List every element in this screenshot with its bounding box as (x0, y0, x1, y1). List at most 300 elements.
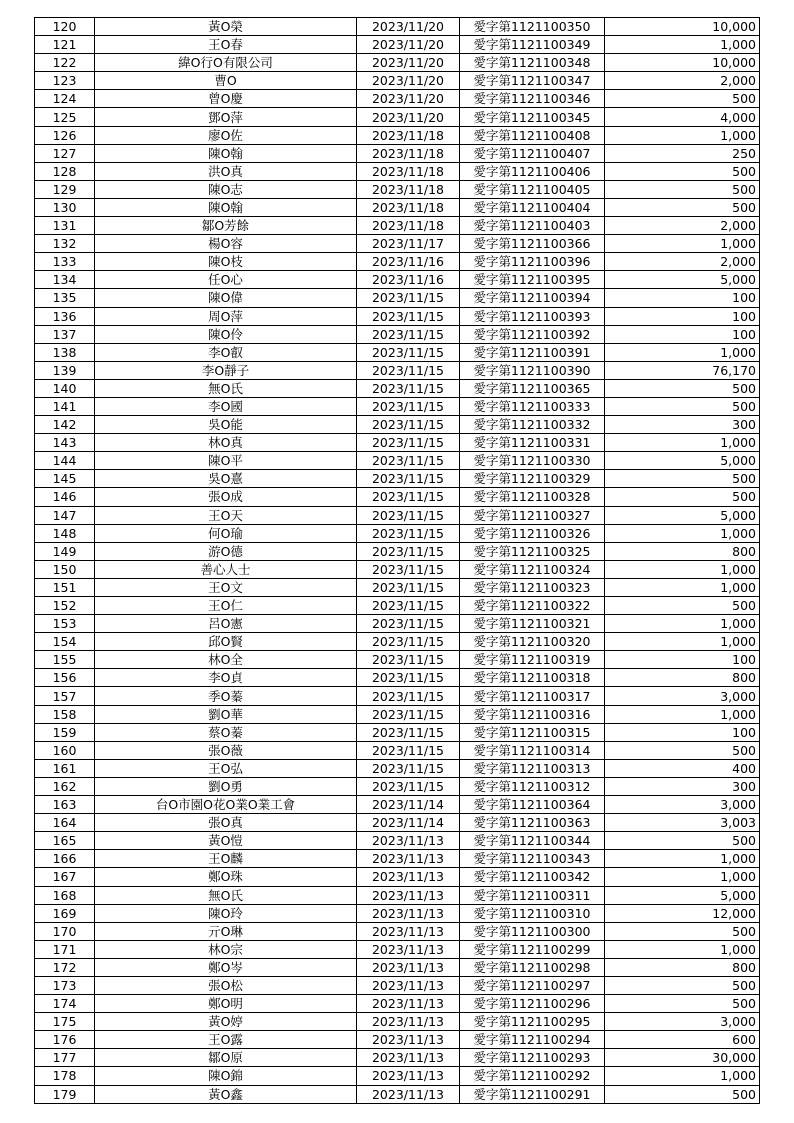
donation-amount: 1,000 (605, 126, 760, 144)
table-row (35, 633, 760, 651)
receipt-number: 愛字第1121100324 (460, 560, 605, 578)
row-number: 161 (35, 759, 95, 777)
donation-amount: 4,000 (605, 108, 760, 126)
receipt-number: 愛字第1121100405 (460, 180, 605, 198)
donor-name: 陳O枝 (95, 253, 357, 271)
row-number: 126 (35, 126, 95, 144)
donation-date: 2023/11/17 (357, 235, 460, 253)
donor-name: 鄒O原 (95, 1049, 357, 1067)
donation-amount: 1,000 (605, 1067, 760, 1085)
donor-name: 鄭O岑 (95, 958, 357, 976)
row-number: 169 (35, 904, 95, 922)
receipt-number: 愛字第1121100365 (460, 379, 605, 397)
donation-amount: 1,000 (605, 633, 760, 651)
row-number: 145 (35, 470, 95, 488)
receipt-number: 愛字第1121100364 (460, 796, 605, 814)
table-row (35, 832, 760, 850)
donor-name: 游O德 (95, 542, 357, 560)
table-row (35, 506, 760, 524)
receipt-number: 愛字第1121100323 (460, 578, 605, 596)
donation-date: 2023/11/13 (357, 940, 460, 958)
donor-name: 陳O翰 (95, 144, 357, 162)
donation-date: 2023/11/15 (357, 343, 460, 361)
donation-amount: 500 (605, 741, 760, 759)
donor-name: 張O薇 (95, 741, 357, 759)
receipt-number: 愛字第1121100327 (460, 506, 605, 524)
table-row (35, 1013, 760, 1031)
donation-amount: 12,000 (605, 904, 760, 922)
donation-amount: 1,000 (605, 615, 760, 633)
table-row (35, 54, 760, 72)
row-number: 121 (35, 36, 95, 54)
receipt-number: 愛字第1121100330 (460, 452, 605, 470)
receipt-number: 愛字第1121100293 (460, 1049, 605, 1067)
donor-name: 王O露 (95, 1031, 357, 1049)
donation-amount: 500 (605, 198, 760, 216)
donation-date: 2023/11/20 (357, 108, 460, 126)
receipt-number: 愛字第1121100292 (460, 1067, 605, 1085)
row-number: 171 (35, 940, 95, 958)
row-number: 120 (35, 18, 95, 36)
donation-amount: 500 (605, 995, 760, 1013)
donation-date: 2023/11/18 (357, 126, 460, 144)
donation-table-body (35, 18, 760, 1104)
table-row (35, 669, 760, 687)
donation-amount: 100 (605, 651, 760, 669)
donation-amount: 400 (605, 759, 760, 777)
table-row (35, 416, 760, 434)
row-number: 175 (35, 1013, 95, 1031)
donation-amount: 100 (605, 307, 760, 325)
row-number: 129 (35, 180, 95, 198)
donor-name: 王O麟 (95, 850, 357, 868)
donor-name: 吳O憙 (95, 470, 357, 488)
row-number: 156 (35, 669, 95, 687)
donor-name: 無O氏 (95, 886, 357, 904)
donor-name: 李O靜子 (95, 361, 357, 379)
receipt-number: 愛字第1121100331 (460, 434, 605, 452)
receipt-number: 愛字第1121100346 (460, 90, 605, 108)
donation-date: 2023/11/13 (357, 976, 460, 994)
donation-amount: 800 (605, 542, 760, 560)
donation-date: 2023/11/15 (357, 416, 460, 434)
row-number: 124 (35, 90, 95, 108)
table-row (35, 452, 760, 470)
receipt-number: 愛字第1121100394 (460, 289, 605, 307)
donation-amount: 500 (605, 832, 760, 850)
receipt-number: 愛字第1121100391 (460, 343, 605, 361)
donation-amount: 100 (605, 289, 760, 307)
donation-date: 2023/11/15 (357, 777, 460, 795)
row-number: 170 (35, 922, 95, 940)
donation-date: 2023/11/13 (357, 1031, 460, 1049)
table-row (35, 741, 760, 759)
table-row (35, 18, 760, 36)
row-number: 166 (35, 850, 95, 868)
donation-date: 2023/11/13 (357, 922, 460, 940)
donor-name: 王O文 (95, 578, 357, 596)
donation-date: 2023/11/15 (357, 379, 460, 397)
donation-amount: 1,000 (605, 235, 760, 253)
table-row (35, 542, 760, 560)
receipt-number: 愛字第1121100329 (460, 470, 605, 488)
donation-amount: 1,000 (605, 560, 760, 578)
receipt-number: 愛字第1121100333 (460, 397, 605, 415)
row-number: 154 (35, 633, 95, 651)
donation-date: 2023/11/15 (357, 759, 460, 777)
donation-date: 2023/11/13 (357, 868, 460, 886)
table-row (35, 1031, 760, 1049)
donor-name: 黃O婷 (95, 1013, 357, 1031)
row-number: 148 (35, 524, 95, 542)
donation-amount: 1,000 (605, 940, 760, 958)
receipt-number: 愛字第1121100299 (460, 940, 605, 958)
donation-date: 2023/11/15 (357, 452, 460, 470)
row-number: 135 (35, 289, 95, 307)
donation-amount: 5,000 (605, 886, 760, 904)
donation-amount: 1,000 (605, 578, 760, 596)
donor-name: 呂O憲 (95, 615, 357, 633)
donation-date: 2023/11/15 (357, 560, 460, 578)
row-number: 147 (35, 506, 95, 524)
row-number: 123 (35, 72, 95, 90)
donation-date: 2023/11/15 (357, 723, 460, 741)
donation-date: 2023/11/15 (357, 597, 460, 615)
donor-name: 廖O佐 (95, 126, 357, 144)
donation-date: 2023/11/13 (357, 886, 460, 904)
row-number: 132 (35, 235, 95, 253)
row-number: 122 (35, 54, 95, 72)
table-row (35, 488, 760, 506)
table-row (35, 72, 760, 90)
receipt-number: 愛字第1121100313 (460, 759, 605, 777)
donation-date: 2023/11/15 (357, 741, 460, 759)
receipt-number: 愛字第1121100406 (460, 162, 605, 180)
donation-amount: 500 (605, 379, 760, 397)
donation-date: 2023/11/15 (357, 488, 460, 506)
donation-date: 2023/11/15 (357, 615, 460, 633)
receipt-number: 愛字第1121100332 (460, 416, 605, 434)
donation-table (34, 17, 760, 1104)
receipt-number: 愛字第1121100392 (460, 325, 605, 343)
receipt-number: 愛字第1121100294 (460, 1031, 605, 1049)
donation-amount: 500 (605, 180, 760, 198)
donation-amount: 500 (605, 1085, 760, 1103)
table-row (35, 198, 760, 216)
receipt-number: 愛字第1121100317 (460, 687, 605, 705)
row-number: 138 (35, 343, 95, 361)
donation-date: 2023/11/15 (357, 524, 460, 542)
donor-name: 張O真 (95, 814, 357, 832)
table-row (35, 777, 760, 795)
donation-date: 2023/11/18 (357, 198, 460, 216)
receipt-number: 愛字第1121100363 (460, 814, 605, 832)
donation-date: 2023/11/18 (357, 180, 460, 198)
table-row (35, 162, 760, 180)
row-number: 140 (35, 379, 95, 397)
row-number: 164 (35, 814, 95, 832)
table-row (35, 705, 760, 723)
donation-date: 2023/11/15 (357, 687, 460, 705)
row-number: 179 (35, 1085, 95, 1103)
receipt-number: 愛字第1121100343 (460, 850, 605, 868)
row-number: 136 (35, 307, 95, 325)
donation-date: 2023/11/16 (357, 271, 460, 289)
donation-date: 2023/11/20 (357, 36, 460, 54)
row-number: 141 (35, 397, 95, 415)
donor-name: 王O仁 (95, 597, 357, 615)
donation-amount: 5,000 (605, 452, 760, 470)
receipt-number: 愛字第1121100345 (460, 108, 605, 126)
donor-name: 蔡O蓁 (95, 723, 357, 741)
donor-name: 鄭O明 (95, 995, 357, 1013)
donor-name: 陳O翰 (95, 198, 357, 216)
donation-amount: 250 (605, 144, 760, 162)
table-row (35, 723, 760, 741)
receipt-number: 愛字第1121100311 (460, 886, 605, 904)
donation-date: 2023/11/15 (357, 506, 460, 524)
receipt-number: 愛字第1121100316 (460, 705, 605, 723)
table-row (35, 597, 760, 615)
row-number: 139 (35, 361, 95, 379)
receipt-number: 愛字第1121100325 (460, 542, 605, 560)
row-number: 125 (35, 108, 95, 126)
row-number: 146 (35, 488, 95, 506)
donor-name: 黃O榮 (95, 18, 357, 36)
donation-date: 2023/11/20 (357, 72, 460, 90)
receipt-number: 愛字第1121100295 (460, 1013, 605, 1031)
donation-amount: 1,000 (605, 36, 760, 54)
donation-amount: 100 (605, 723, 760, 741)
donation-amount: 100 (605, 325, 760, 343)
donor-name: 洪O真 (95, 162, 357, 180)
donation-amount: 500 (605, 976, 760, 994)
donation-date: 2023/11/15 (357, 470, 460, 488)
receipt-number: 愛字第1121100322 (460, 597, 605, 615)
table-row (35, 343, 760, 361)
receipt-number: 愛字第1121100344 (460, 832, 605, 850)
receipt-number: 愛字第1121100321 (460, 615, 605, 633)
table-row (35, 253, 760, 271)
receipt-number: 愛字第1121100312 (460, 777, 605, 795)
receipt-number: 愛字第1121100408 (460, 126, 605, 144)
row-number: 174 (35, 995, 95, 1013)
table-row (35, 108, 760, 126)
table-row (35, 90, 760, 108)
donor-name: 張O松 (95, 976, 357, 994)
row-number: 150 (35, 560, 95, 578)
table-row (35, 850, 760, 868)
receipt-number: 愛字第1121100326 (460, 524, 605, 542)
table-row (35, 615, 760, 633)
donor-name: 劉O華 (95, 705, 357, 723)
donation-date: 2023/11/13 (357, 904, 460, 922)
receipt-number: 愛字第1121100314 (460, 741, 605, 759)
table-row (35, 922, 760, 940)
row-number: 178 (35, 1067, 95, 1085)
receipt-number: 愛字第1121100349 (460, 36, 605, 54)
table-row (35, 397, 760, 415)
row-number: 127 (35, 144, 95, 162)
donation-date: 2023/11/15 (357, 289, 460, 307)
donation-amount: 10,000 (605, 18, 760, 36)
donation-date: 2023/11/13 (357, 832, 460, 850)
receipt-number: 愛字第1121100298 (460, 958, 605, 976)
row-number: 130 (35, 198, 95, 216)
table-row (35, 434, 760, 452)
donation-date: 2023/11/15 (357, 651, 460, 669)
table-row (35, 307, 760, 325)
donation-date: 2023/11/16 (357, 253, 460, 271)
table-row (35, 524, 760, 542)
donation-date: 2023/11/13 (357, 1049, 460, 1067)
row-number: 165 (35, 832, 95, 850)
donation-amount: 500 (605, 90, 760, 108)
table-row (35, 1049, 760, 1067)
table-row (35, 289, 760, 307)
table-row (35, 940, 760, 958)
donation-date: 2023/11/18 (357, 144, 460, 162)
donor-name: 周O萍 (95, 307, 357, 325)
table-row (35, 976, 760, 994)
donor-name: 王O天 (95, 506, 357, 524)
row-number: 128 (35, 162, 95, 180)
donor-name: 鄭O珠 (95, 868, 357, 886)
row-number: 172 (35, 958, 95, 976)
donation-date: 2023/11/20 (357, 90, 460, 108)
donor-name: 劉O勇 (95, 777, 357, 795)
table-row (35, 217, 760, 235)
table-row (35, 1067, 760, 1085)
donation-date: 2023/11/14 (357, 814, 460, 832)
donor-name: 任O心 (95, 271, 357, 289)
receipt-number: 愛字第1121100347 (460, 72, 605, 90)
receipt-number: 愛字第1121100393 (460, 307, 605, 325)
donor-name: 鄧O萍 (95, 108, 357, 126)
donation-date: 2023/11/15 (357, 434, 460, 452)
receipt-number: 愛字第1121100390 (460, 361, 605, 379)
donation-amount: 300 (605, 416, 760, 434)
donation-amount: 1,000 (605, 343, 760, 361)
donation-amount: 5,000 (605, 506, 760, 524)
table-row (35, 126, 760, 144)
donor-name: 緯O行O有限公司 (95, 54, 357, 72)
donor-name: 無O氏 (95, 379, 357, 397)
donor-name: 李O叡 (95, 343, 357, 361)
row-number: 160 (35, 741, 95, 759)
donation-amount: 500 (605, 922, 760, 940)
donation-amount: 500 (605, 162, 760, 180)
donation-date: 2023/11/15 (357, 361, 460, 379)
donor-name: 黃O愷 (95, 832, 357, 850)
donation-amount: 300 (605, 777, 760, 795)
donation-date: 2023/11/18 (357, 217, 460, 235)
donor-name: 林O全 (95, 651, 357, 669)
receipt-number: 愛字第1121100318 (460, 669, 605, 687)
donation-date: 2023/11/15 (357, 578, 460, 596)
donor-name: 陳O錦 (95, 1067, 357, 1085)
receipt-number: 愛字第1121100315 (460, 723, 605, 741)
donor-name: 王O弘 (95, 759, 357, 777)
table-row (35, 814, 760, 832)
table-row (35, 651, 760, 669)
donation-amount: 1,000 (605, 524, 760, 542)
row-number: 137 (35, 325, 95, 343)
table-row (35, 470, 760, 488)
donation-amount: 500 (605, 470, 760, 488)
donation-date: 2023/11/14 (357, 796, 460, 814)
donor-name: 吳O能 (95, 416, 357, 434)
table-row (35, 578, 760, 596)
donor-name: 季O蓁 (95, 687, 357, 705)
row-number: 157 (35, 687, 95, 705)
row-number: 167 (35, 868, 95, 886)
receipt-number: 愛字第1121100395 (460, 271, 605, 289)
row-number: 177 (35, 1049, 95, 1067)
receipt-number: 愛字第1121100320 (460, 633, 605, 651)
donation-amount: 3,000 (605, 1013, 760, 1031)
row-number: 131 (35, 217, 95, 235)
donation-amount: 500 (605, 397, 760, 415)
row-number: 155 (35, 651, 95, 669)
donor-name: 陳O平 (95, 452, 357, 470)
row-number: 149 (35, 542, 95, 560)
receipt-number: 愛字第1121100297 (460, 976, 605, 994)
donation-amount: 800 (605, 669, 760, 687)
donor-name: 邱O賢 (95, 633, 357, 651)
donation-date: 2023/11/13 (357, 995, 460, 1013)
table-row (35, 687, 760, 705)
table-row (35, 958, 760, 976)
donation-date: 2023/11/20 (357, 54, 460, 72)
row-number: 133 (35, 253, 95, 271)
donation-ledger-page (34, 17, 760, 1104)
row-number: 159 (35, 723, 95, 741)
donor-name: 陳O玲 (95, 904, 357, 922)
receipt-number: 愛字第1121100407 (460, 144, 605, 162)
donor-name: 王O春 (95, 36, 357, 54)
donor-name: 陳O偉 (95, 289, 357, 307)
table-row (35, 995, 760, 1013)
table-row (35, 886, 760, 904)
donation-amount: 2,000 (605, 217, 760, 235)
receipt-number: 愛字第1121100328 (460, 488, 605, 506)
row-number: 158 (35, 705, 95, 723)
table-row (35, 36, 760, 54)
donation-amount: 1,000 (605, 850, 760, 868)
row-number: 163 (35, 796, 95, 814)
receipt-number: 愛字第1121100342 (460, 868, 605, 886)
row-number: 134 (35, 271, 95, 289)
donor-name: 林O真 (95, 434, 357, 452)
donation-amount: 500 (605, 597, 760, 615)
donor-name: 台O市園O花O業O業工會 (95, 796, 357, 814)
receipt-number: 愛字第1121100396 (460, 253, 605, 271)
donation-date: 2023/11/13 (357, 1013, 460, 1031)
donor-name: 楊O容 (95, 235, 357, 253)
table-row (35, 144, 760, 162)
table-row (35, 271, 760, 289)
receipt-number: 愛字第1121100350 (460, 18, 605, 36)
donor-name: 何O瑜 (95, 524, 357, 542)
donation-date: 2023/11/15 (357, 669, 460, 687)
table-row (35, 379, 760, 397)
donor-name: 林O宗 (95, 940, 357, 958)
donation-amount: 600 (605, 1031, 760, 1049)
table-row (35, 325, 760, 343)
donor-name: 曹O (95, 72, 357, 90)
row-number: 176 (35, 1031, 95, 1049)
